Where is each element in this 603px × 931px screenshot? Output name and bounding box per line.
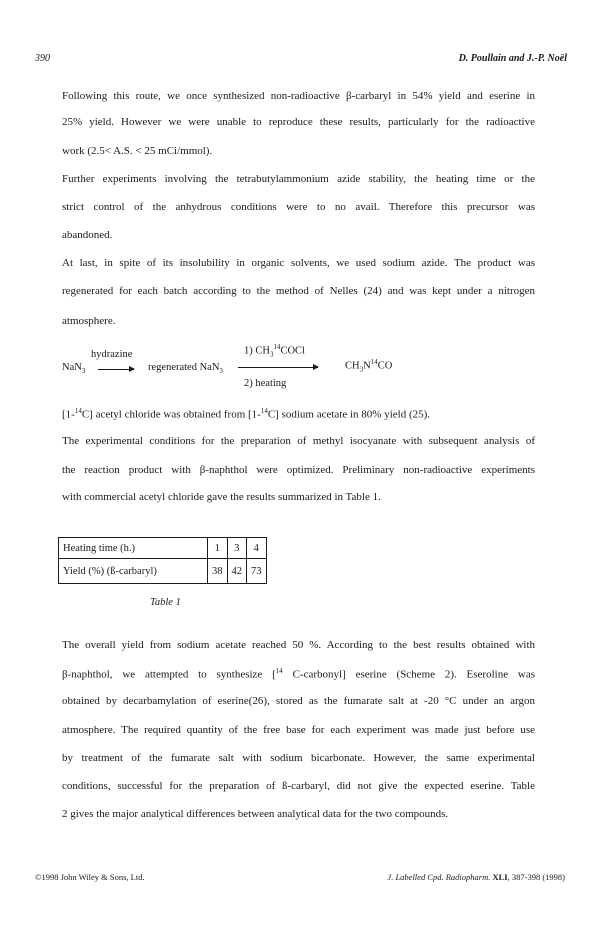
table-cell: 1 [208, 538, 228, 559]
para6-line7: 2 gives the major analytical differences between analytical data for the two compounds. [62, 808, 449, 820]
running-head-authors: D. Poullain and J.-P. Noël [458, 53, 567, 64]
table-row [59, 559, 267, 584]
para6-line2: β-naphthol, we attempted to synthesize [$^{14}$ C-carbonyl] eserine (Scheme 2). Eseroline was [62, 667, 535, 681]
para6-line5: by treatment of the fumarate salt with sodium bicarbonate. However, the same experimental [62, 752, 535, 764]
para1-line1: Following this route, we once synthesized non-radioactive β-carbaryl in 54% yield and eserine in [62, 90, 535, 102]
footer-copyright: ©1998 John Wiley & Sons, Ltd. [35, 872, 145, 882]
para6-line4: atmosphere. The required quantity of the free base for each experiment was made just before use [62, 724, 535, 736]
table-cell: 38 [208, 559, 228, 584]
row-label-yield: Yield (%) (ß-carbaryl) [59, 559, 208, 584]
table-row [59, 538, 267, 559]
para3-line3: atmosphere. [62, 315, 116, 327]
footer-citation: J. Labelled Cpd. Radiopharm. XLI, 387-398 (1998) [387, 872, 565, 882]
reaction-arrow-1 [98, 369, 134, 370]
product: $CH_3N^{14}CO$ [345, 358, 393, 374]
para4-line1: [1-$^{14}$C] acetyl chloride was obtained from [1-$^{14}$C] sodium acetate in 80% yield (25). [62, 407, 431, 421]
para1-line2: 25% yield. However we were unable to reproduce these results, particularly for the radioactive [62, 116, 535, 128]
table-cell: 3 [227, 538, 247, 559]
para3-line2: regenerated for each batch according to the method of Nelles (24) and was kept under a nitrogen [62, 285, 535, 297]
step2-condition: 2) heating [244, 378, 287, 389]
para1-line3: work (2.5< A.S. < 25 mCi/mmol). [62, 145, 213, 157]
start-material: NaN$_3$ [62, 362, 86, 376]
para5-line2: the reaction product with β-naphthol were optimized. Preliminary non-radioactive experiments [62, 464, 535, 476]
para6-line1: The overall yield from sodium acetate reached 50 %. According to the best results obtained with [62, 639, 535, 651]
step1-reagent: 1) $CH_3^{14}COCl$ [244, 343, 305, 359]
table-cell: 42 [227, 559, 247, 584]
reagent-hydrazine: hydrazine [91, 349, 133, 360]
reaction-arrow-2 [238, 367, 318, 368]
table-1 [58, 537, 267, 584]
table-cell: 73 [247, 559, 267, 584]
row-label-heating-time: Heating time (h.) [59, 538, 208, 559]
para6-line6: conditions, successful for the preparation of ß-carbaryl, did not give the expected eserine. Table [62, 780, 535, 792]
table-caption: Table 1 [150, 597, 181, 608]
para5-line1: The experimental conditions for the preparation of methyl isocyanate with subsequent analysis of [62, 435, 535, 447]
intermediate-material: regenerated NaN$_3$ [148, 362, 223, 376]
table-cell: 4 [247, 538, 267, 559]
para2-line3: abandoned. [62, 229, 113, 241]
para2-line1: Further experiments involving the tetrabutylammonium azide stability, the heating time or the [62, 173, 535, 185]
page-number: 390 [35, 53, 50, 64]
para6-line3: obtained by decarbamylation of eserine(26), stored as the fumarate salt at -20 °C under an argon [62, 695, 535, 707]
para3-line1: At last, in spite of its insolubility in organic solvents, we used sodium azide. The product was [62, 257, 535, 269]
para5-line3: with commercial acetyl chloride gave the results summarized in Table 1. [62, 491, 381, 503]
para2-line2: strict control of the anhydrous conditions were to no avail. Therefore this precursor was [62, 201, 535, 213]
